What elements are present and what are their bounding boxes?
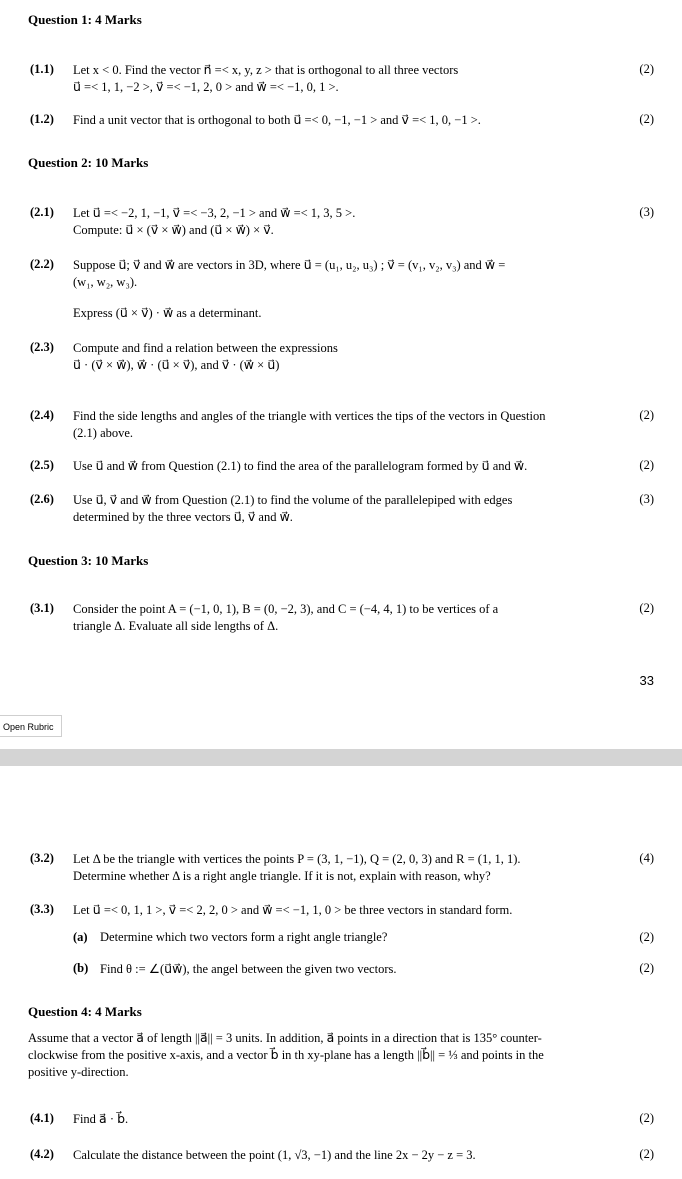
q3-3b-text: Find θ := ∠(u⃗w⃗), the angel between the given two vectors. [100,962,397,976]
q1-1-text [73,62,613,96]
q3-2-text [73,851,613,885]
q1-heading: Question 1: 4 Marks [28,12,142,27]
q2-4-line1: Find the side lengths and angles of the triangle with vertices the tips of the vectors in Question [73,409,546,423]
q2-2-text [73,257,613,322]
q2-2-line2: (w₁, w₂, w₃). [73,275,138,289]
q2-6-line2: determined by the three vectors u⃗, v⃗ and w⃗. [73,510,293,524]
q3-3b-label: (b) [73,961,89,975]
q1-1-marks: (2) [639,62,654,76]
q3-3-text: Let u⃗ =< 0, 1, 1 >, v⃗ =< 2, 2, 0 > and w⃗ =< −1, 1, 0 > be three vectors in standard form. [73,903,513,917]
q3-1-marks: (2) [639,601,654,615]
q2-5-number: (2.5) [30,458,54,472]
q1-1-number: (1.1) [30,62,54,76]
q1-2-text: Find a unit vector that is orthogonal to both u⃗ =< 0, −1, −1 > and v⃗ =< 1, 0, −1 >. [73,113,481,127]
q2-4-line2: (2.1) above. [73,426,134,440]
q3-1-number: (3.1) [30,601,54,615]
q3-3b-marks: (2) [639,961,654,975]
q4-intro [28,1030,654,1081]
q4-1-marks: (2) [639,1111,654,1125]
q1-2-number: (1.2) [30,112,54,126]
q4-intro-line2: clockwise from the positive x-axis, and a vector b⃗ in th xy-plane has a length ||b⃗|| = ⅓ and points in the [28,1048,544,1062]
q1-2-marks: (2) [639,112,654,126]
q4-intro-line3: positive y-direction. [28,1065,129,1079]
q2-3-line1: Compute and find a relation between the expressions [73,341,338,355]
q2-2-line3: Express (u⃗ × v⃗) · w⃗ as a determinant. [73,306,262,320]
q3-3-number: (3.3) [30,902,54,916]
q2-5-text: Use u⃗ and w⃗ from Question (2.1) to find the area of the parallelogram formed by u⃗ and w⃗. [73,459,528,473]
q3-heading: Question 3: 10 Marks [28,553,149,568]
q3-1-text [73,601,613,635]
q2-5-marks: (2) [639,458,654,472]
q2-4-marks: (2) [639,408,654,422]
q2-1-line2: Compute: u⃗ × (v⃗ × w⃗) and (u⃗ × w⃗) × v⃗. [73,223,274,237]
q2-heading: Question 2: 10 Marks [28,155,149,170]
q4-2-text: Calculate the distance between the point (1, √3, −1) and the line 2x − 2y − z = 3. [73,1148,476,1162]
q3-3a-text: Determine which two vectors form a right angle triangle? [100,930,388,944]
q3-2-number: (3.2) [30,851,54,865]
q2-1-number: (2.1) [30,205,54,219]
q4-2-marks: (2) [639,1147,654,1161]
q1-1-line2: u⃗ =< 1, 1, −2 >, v⃗ =< −1, 2, 0 > and w⃗ =< −1, 0, 1 >. [73,80,339,94]
q2-6-line1: Use u⃗, v⃗ and w⃗ from Question (2.1) to find the volume of the parallelepiped with edges [73,493,513,507]
q1-1-line1: Let x < 0. Find the vector n⃗ =< x, y, z > that is orthogonal to all three vectors [73,63,459,77]
q4-intro-line1: Assume that a vector a⃗ of length ||a⃗|| = 3 units. In addition, a⃗ points in a direction that is 135° counter- [28,1031,542,1045]
q2-6-marks: (3) [639,492,654,506]
q3-1-line2: triangle Δ. Evaluate all side lengths of Δ. [73,619,279,633]
q3-2-marks: (4) [639,851,654,865]
q4-heading: Question 4: 4 Marks [28,1004,142,1019]
q2-4-number: (2.4) [30,408,54,422]
q2-2-line1: Suppose u⃗; v⃗ and w⃗ are vectors in 3D, where u⃗ = (u₁, u₂, u₃) ; v⃗ = (v₁, v₂, v₃) and w⃗ = [73,258,506,272]
q3-2-line2: Determine whether Δ is a right angle triangle. If it is not, explain with reason, why? [73,869,491,883]
q2-3-line2: u⃗ · (v⃗ × w⃗), w⃗ · (u⃗ × v⃗), and v⃗ · (w⃗ × u⃗) [73,358,280,372]
q2-2-number: (2.2) [30,257,54,271]
page-divider [0,749,682,766]
q2-1-marks: (3) [639,205,654,219]
q4-1-number: (4.1) [30,1111,54,1125]
q3-3a-marks: (2) [639,930,654,944]
q2-1-line1: Let u⃗ =< −2, 1, −1, v⃗ =< −3, 2, −1 > and w⃗ =< 1, 3, 5 >. [73,206,356,220]
open-rubric-button[interactable]: Open Rubric [0,715,62,737]
q4-1-text: Find a⃗ · b⃗. [73,1112,129,1126]
q2-6-number: (2.6) [30,492,54,506]
q2-4-text [73,408,613,442]
q3-2-line1: Let Δ be the triangle with vertices the points P = (3, 1, −1), Q = (2, 0, 3) and R = (1, 1, 1). [73,852,521,866]
q2-3-text [73,340,613,374]
q2-1-text [73,205,613,239]
q3-3a-label: (a) [73,930,88,944]
page-number: 33 [639,673,654,688]
q4-2-number: (4.2) [30,1147,54,1161]
q2-3-number: (2.3) [30,340,54,354]
q2-6-text [73,492,613,526]
q3-1-line1: Consider the point A = (−1, 0, 1), B = (0, −2, 3), and C = (−4, 4, 1) to be vertices of a [73,602,499,616]
